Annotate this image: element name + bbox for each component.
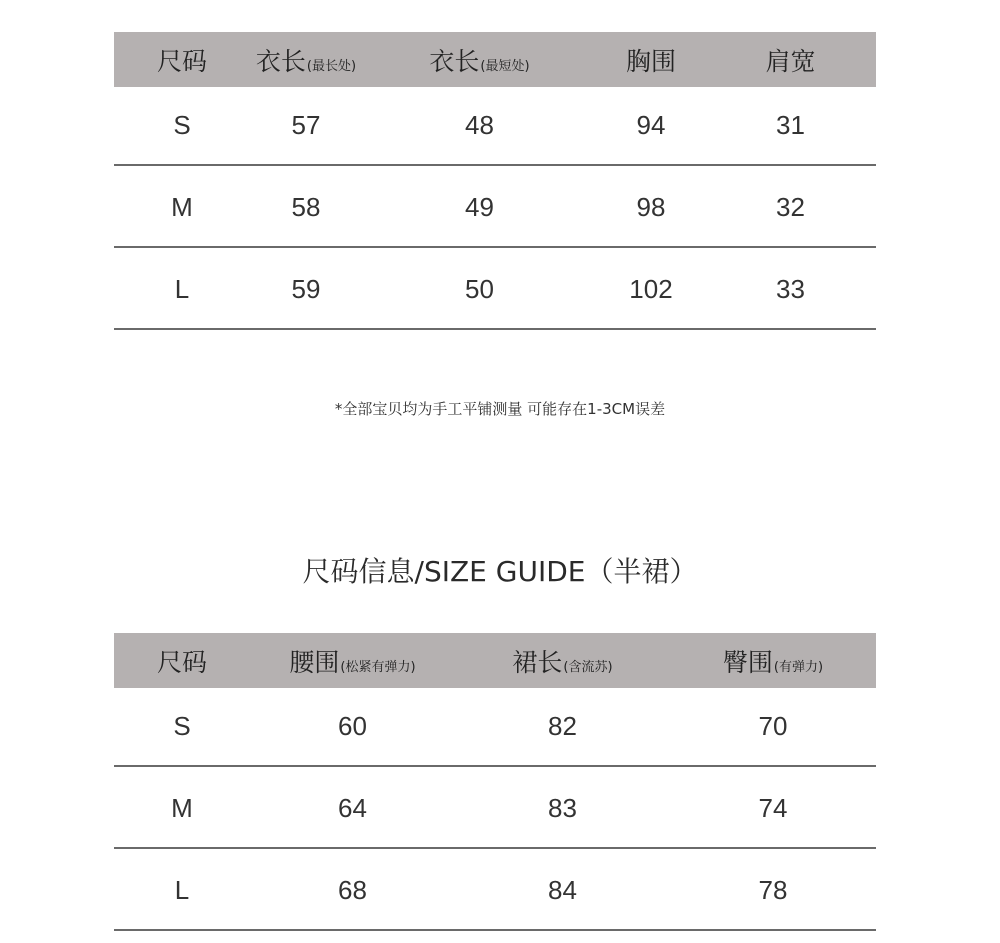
cell-size: M [171, 792, 193, 823]
header-sublabel: (最长处) [306, 58, 357, 74]
cell-value: 74 [758, 792, 788, 823]
cell-value: 60 [338, 711, 367, 741]
header-label: 裙长 [512, 647, 563, 677]
header-length-longest [250, 42, 362, 78]
cell-value: 83 [548, 792, 577, 823]
cell-value: 98 [636, 191, 666, 222]
cell-value: 84 [548, 874, 577, 905]
header-sublabel: (最短处) [480, 58, 530, 74]
header-size [114, 42, 250, 78]
header-sublabel: (含流苏) [563, 659, 613, 675]
cell-value: 59 [291, 273, 321, 304]
top-table-header [114, 32, 876, 87]
table-row [114, 87, 876, 166]
cell-value: 50 [465, 273, 494, 304]
cell-value: 31 [776, 110, 805, 140]
cell-value: 64 [338, 792, 367, 823]
cell-size: L [174, 273, 190, 304]
header-label: 臀围 [722, 647, 773, 677]
cell-value: 49 [465, 191, 494, 222]
header-label: 腰围 [289, 647, 340, 677]
cell-value: 32 [776, 191, 805, 222]
header-label: 衣长 [429, 46, 480, 76]
cell-value: 58 [291, 191, 321, 222]
measurement-note: *全部宝贝均为手工平铺测量 可能存在1-3CM误差 [334, 400, 666, 418]
skirt-table-header [114, 633, 876, 688]
cell-value: 68 [338, 874, 367, 905]
cell-size: S [173, 110, 191, 140]
size-guide-title: 尺码信息/SIZE GUIDE（半裙） [302, 555, 698, 588]
header-label: 尺码 [156, 647, 207, 677]
table-row [114, 168, 876, 248]
table-row [114, 688, 876, 767]
header-length-shortest [362, 42, 597, 78]
header-skirt-length [455, 643, 670, 679]
header-waist [250, 643, 455, 679]
cell-value: 78 [758, 874, 788, 905]
cell-size: M [171, 191, 193, 222]
cell-value: 57 [291, 110, 321, 140]
top-size-table [114, 32, 876, 330]
header-label: 尺码 [156, 46, 207, 76]
skirt-size-table [114, 633, 876, 931]
header-sublabel: (有弹力) [773, 659, 824, 675]
cell-value: 94 [636, 110, 666, 140]
header-hip [670, 643, 876, 679]
header-sublabel: (松紧有弹力) [340, 659, 416, 675]
cell-value: 48 [465, 110, 494, 140]
header-label: 衣长 [255, 46, 306, 76]
header-size [114, 643, 250, 679]
header-label: 胸围 [625, 46, 676, 76]
cell-value: 70 [758, 711, 788, 741]
cell-size: L [174, 874, 190, 905]
header-shoulder [705, 42, 876, 78]
header-label: 肩宽 [765, 46, 816, 76]
cell-value: 33 [776, 273, 805, 304]
table-row [114, 851, 876, 931]
cell-size: S [173, 711, 191, 741]
table-row [114, 250, 876, 330]
cell-value: 82 [548, 711, 577, 741]
table-row [114, 769, 876, 849]
header-chest [597, 42, 705, 78]
cell-value: 102 [629, 273, 673, 304]
